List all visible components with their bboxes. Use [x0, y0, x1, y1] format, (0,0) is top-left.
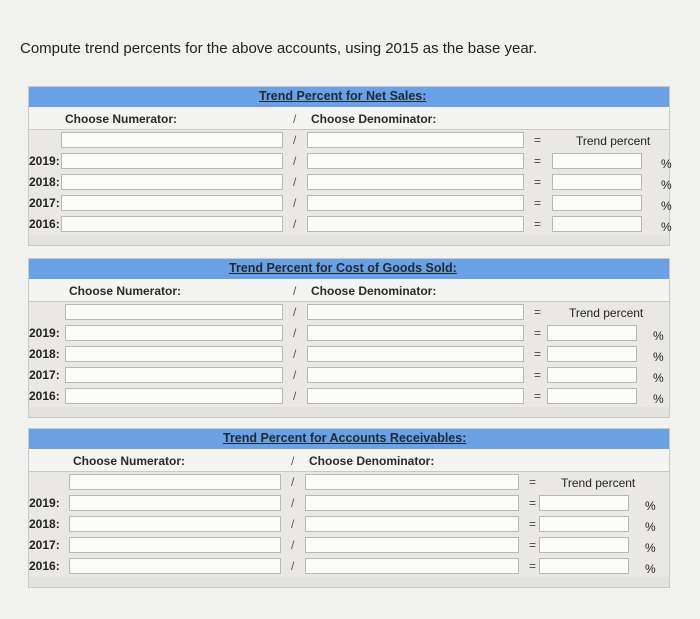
year-label: 2019: — [29, 496, 60, 510]
percent-sign: % — [645, 562, 656, 576]
denominator-input[interactable] — [307, 304, 524, 320]
section-footer — [29, 407, 669, 417]
divide-symbol: / — [291, 454, 295, 468]
trend-percent-input[interactable] — [552, 195, 642, 211]
equals-symbol: = — [534, 217, 542, 231]
year-row — [29, 386, 669, 407]
divide-symbol: / — [293, 389, 297, 403]
trend-percent-input[interactable] — [539, 495, 629, 511]
trend-percent-label: Trend percent — [576, 134, 651, 148]
divide-symbol: / — [291, 538, 295, 552]
trend-section — [28, 428, 670, 588]
trend-percent-input[interactable] — [539, 537, 629, 553]
trend-percent-label: Trend percent — [561, 476, 636, 490]
year-label: 2018: — [29, 175, 60, 189]
denominator-input[interactable] — [307, 388, 524, 404]
section-footer — [29, 577, 669, 587]
equals-symbol: = — [534, 133, 542, 147]
trend-percent-input[interactable] — [539, 558, 629, 574]
year-row — [29, 493, 669, 514]
percent-sign: % — [653, 350, 664, 364]
divide-symbol: / — [293, 284, 297, 298]
numerator-input[interactable] — [65, 325, 283, 341]
year-row — [29, 172, 672, 193]
trend-section — [28, 86, 670, 246]
column-header-row — [29, 279, 669, 302]
divide-symbol: / — [291, 475, 295, 489]
numerator-input[interactable] — [69, 516, 281, 532]
year-label: 2019: — [29, 154, 60, 168]
entry-row-header — [29, 130, 669, 151]
equals-symbol: = — [534, 368, 542, 382]
divide-symbol: / — [293, 112, 297, 126]
numerator-input[interactable] — [65, 346, 283, 362]
numerator-label: Choose Numerator: — [65, 112, 178, 126]
numerator-input[interactable] — [69, 537, 281, 553]
equals-symbol: = — [529, 559, 537, 573]
year-label: 2017: — [29, 196, 60, 210]
percent-sign: % — [653, 371, 664, 385]
divide-symbol: / — [293, 326, 297, 340]
divide-symbol: / — [293, 217, 297, 231]
column-header-row — [29, 107, 669, 130]
section-header — [29, 259, 669, 279]
trend-percent-input[interactable] — [539, 516, 629, 532]
equals-symbol: = — [529, 538, 537, 552]
year-label: 2016: — [29, 389, 60, 403]
divide-symbol: / — [291, 496, 295, 510]
denominator-input[interactable] — [307, 216, 524, 232]
section-title: Trend Percent for Accounts Receivables: — [223, 431, 467, 445]
denominator-input[interactable] — [307, 195, 524, 211]
numerator-input[interactable] — [61, 153, 283, 169]
equals-symbol: = — [534, 154, 542, 168]
divide-symbol: / — [293, 133, 297, 147]
year-label: 2019: — [29, 326, 60, 340]
denominator-input[interactable] — [307, 367, 524, 383]
year-row — [29, 193, 672, 214]
entry-row-header — [29, 472, 669, 493]
numerator-label: Choose Numerator: — [69, 284, 182, 298]
trend-percent-input[interactable] — [547, 346, 637, 362]
numerator-input[interactable] — [61, 132, 283, 148]
numerator-label: Choose Numerator: — [73, 454, 186, 468]
denominator-input[interactable] — [307, 346, 524, 362]
denominator-input[interactable] — [305, 495, 519, 511]
denominator-label: Choose Denominator: — [309, 454, 435, 468]
divide-symbol: / — [293, 368, 297, 382]
section-title: Trend Percent for Cost of Goods Sold: — [229, 261, 457, 275]
year-label: 2017: — [29, 538, 60, 552]
numerator-input[interactable] — [61, 216, 283, 232]
year-label: 2016: — [29, 559, 60, 573]
denominator-input[interactable] — [307, 132, 524, 148]
percent-sign: % — [645, 520, 656, 534]
divide-symbol: / — [291, 517, 295, 531]
trend-percent-input[interactable] — [552, 174, 642, 190]
year-row — [29, 556, 669, 577]
year-row — [29, 151, 672, 172]
equals-symbol: = — [534, 175, 542, 189]
section-header — [29, 87, 669, 107]
percent-sign: % — [645, 499, 656, 513]
percent-sign: % — [661, 220, 672, 234]
numerator-input[interactable] — [61, 174, 283, 190]
denominator-input[interactable] — [307, 325, 524, 341]
percent-sign: % — [645, 541, 656, 555]
numerator-input[interactable] — [69, 495, 281, 511]
trend-percent-input[interactable] — [547, 325, 637, 341]
trend-percent-input[interactable] — [547, 367, 637, 383]
year-row — [29, 514, 669, 535]
denominator-label: Choose Denominator: — [311, 112, 437, 126]
numerator-input[interactable] — [69, 558, 281, 574]
denominator-input[interactable] — [305, 516, 519, 532]
trend-percent-input[interactable] — [552, 216, 642, 232]
equals-symbol: = — [534, 196, 542, 210]
numerator-input[interactable] — [61, 195, 283, 211]
section-header — [29, 429, 669, 449]
divide-symbol: / — [293, 196, 297, 210]
equals-symbol: = — [529, 496, 537, 510]
trend-percent-input[interactable] — [547, 388, 637, 404]
numerator-input[interactable] — [65, 367, 283, 383]
percent-sign: % — [661, 199, 672, 213]
column-header-row — [29, 449, 669, 472]
divide-symbol: / — [291, 559, 295, 573]
percent-sign: % — [661, 178, 672, 192]
denominator-input[interactable] — [307, 153, 524, 169]
instruction-text: Compute trend percents for the above accounts, using 2015 as the base year. — [20, 40, 537, 57]
year-label: 2017: — [29, 368, 60, 382]
year-row — [29, 535, 669, 556]
equals-symbol: = — [529, 517, 537, 531]
denominator-input[interactable] — [305, 474, 519, 490]
numerator-input[interactable] — [65, 388, 283, 404]
year-label: 2018: — [29, 347, 60, 361]
section-title: Trend Percent for Net Sales: — [259, 89, 427, 103]
equals-symbol: = — [534, 326, 542, 340]
year-row — [29, 214, 672, 235]
equals-symbol: = — [534, 305, 542, 319]
equals-symbol: = — [534, 389, 542, 403]
percent-sign: % — [661, 157, 672, 171]
trend-percent-label: Trend percent — [569, 306, 644, 320]
divide-symbol: / — [293, 154, 297, 168]
denominator-input[interactable] — [305, 558, 519, 574]
denominator-input[interactable] — [307, 174, 524, 190]
divide-symbol: / — [293, 175, 297, 189]
trend-section — [28, 258, 670, 418]
year-row — [29, 344, 669, 365]
year-row — [29, 365, 669, 386]
divide-symbol: / — [293, 305, 297, 319]
trend-percent-input[interactable] — [552, 153, 642, 169]
year-label: 2016: — [29, 217, 60, 231]
year-row — [29, 323, 669, 344]
entry-row-header — [29, 302, 669, 323]
percent-sign: % — [653, 392, 664, 406]
year-label: 2018: — [29, 517, 60, 531]
denominator-label: Choose Denominator: — [311, 284, 437, 298]
percent-sign: % — [653, 329, 664, 343]
denominator-input[interactable] — [305, 537, 519, 553]
section-footer — [29, 235, 669, 245]
numerator-input[interactable] — [69, 474, 281, 490]
numerator-input[interactable] — [65, 304, 283, 320]
equals-symbol: = — [534, 347, 542, 361]
equals-symbol: = — [529, 475, 537, 489]
divide-symbol: / — [293, 347, 297, 361]
